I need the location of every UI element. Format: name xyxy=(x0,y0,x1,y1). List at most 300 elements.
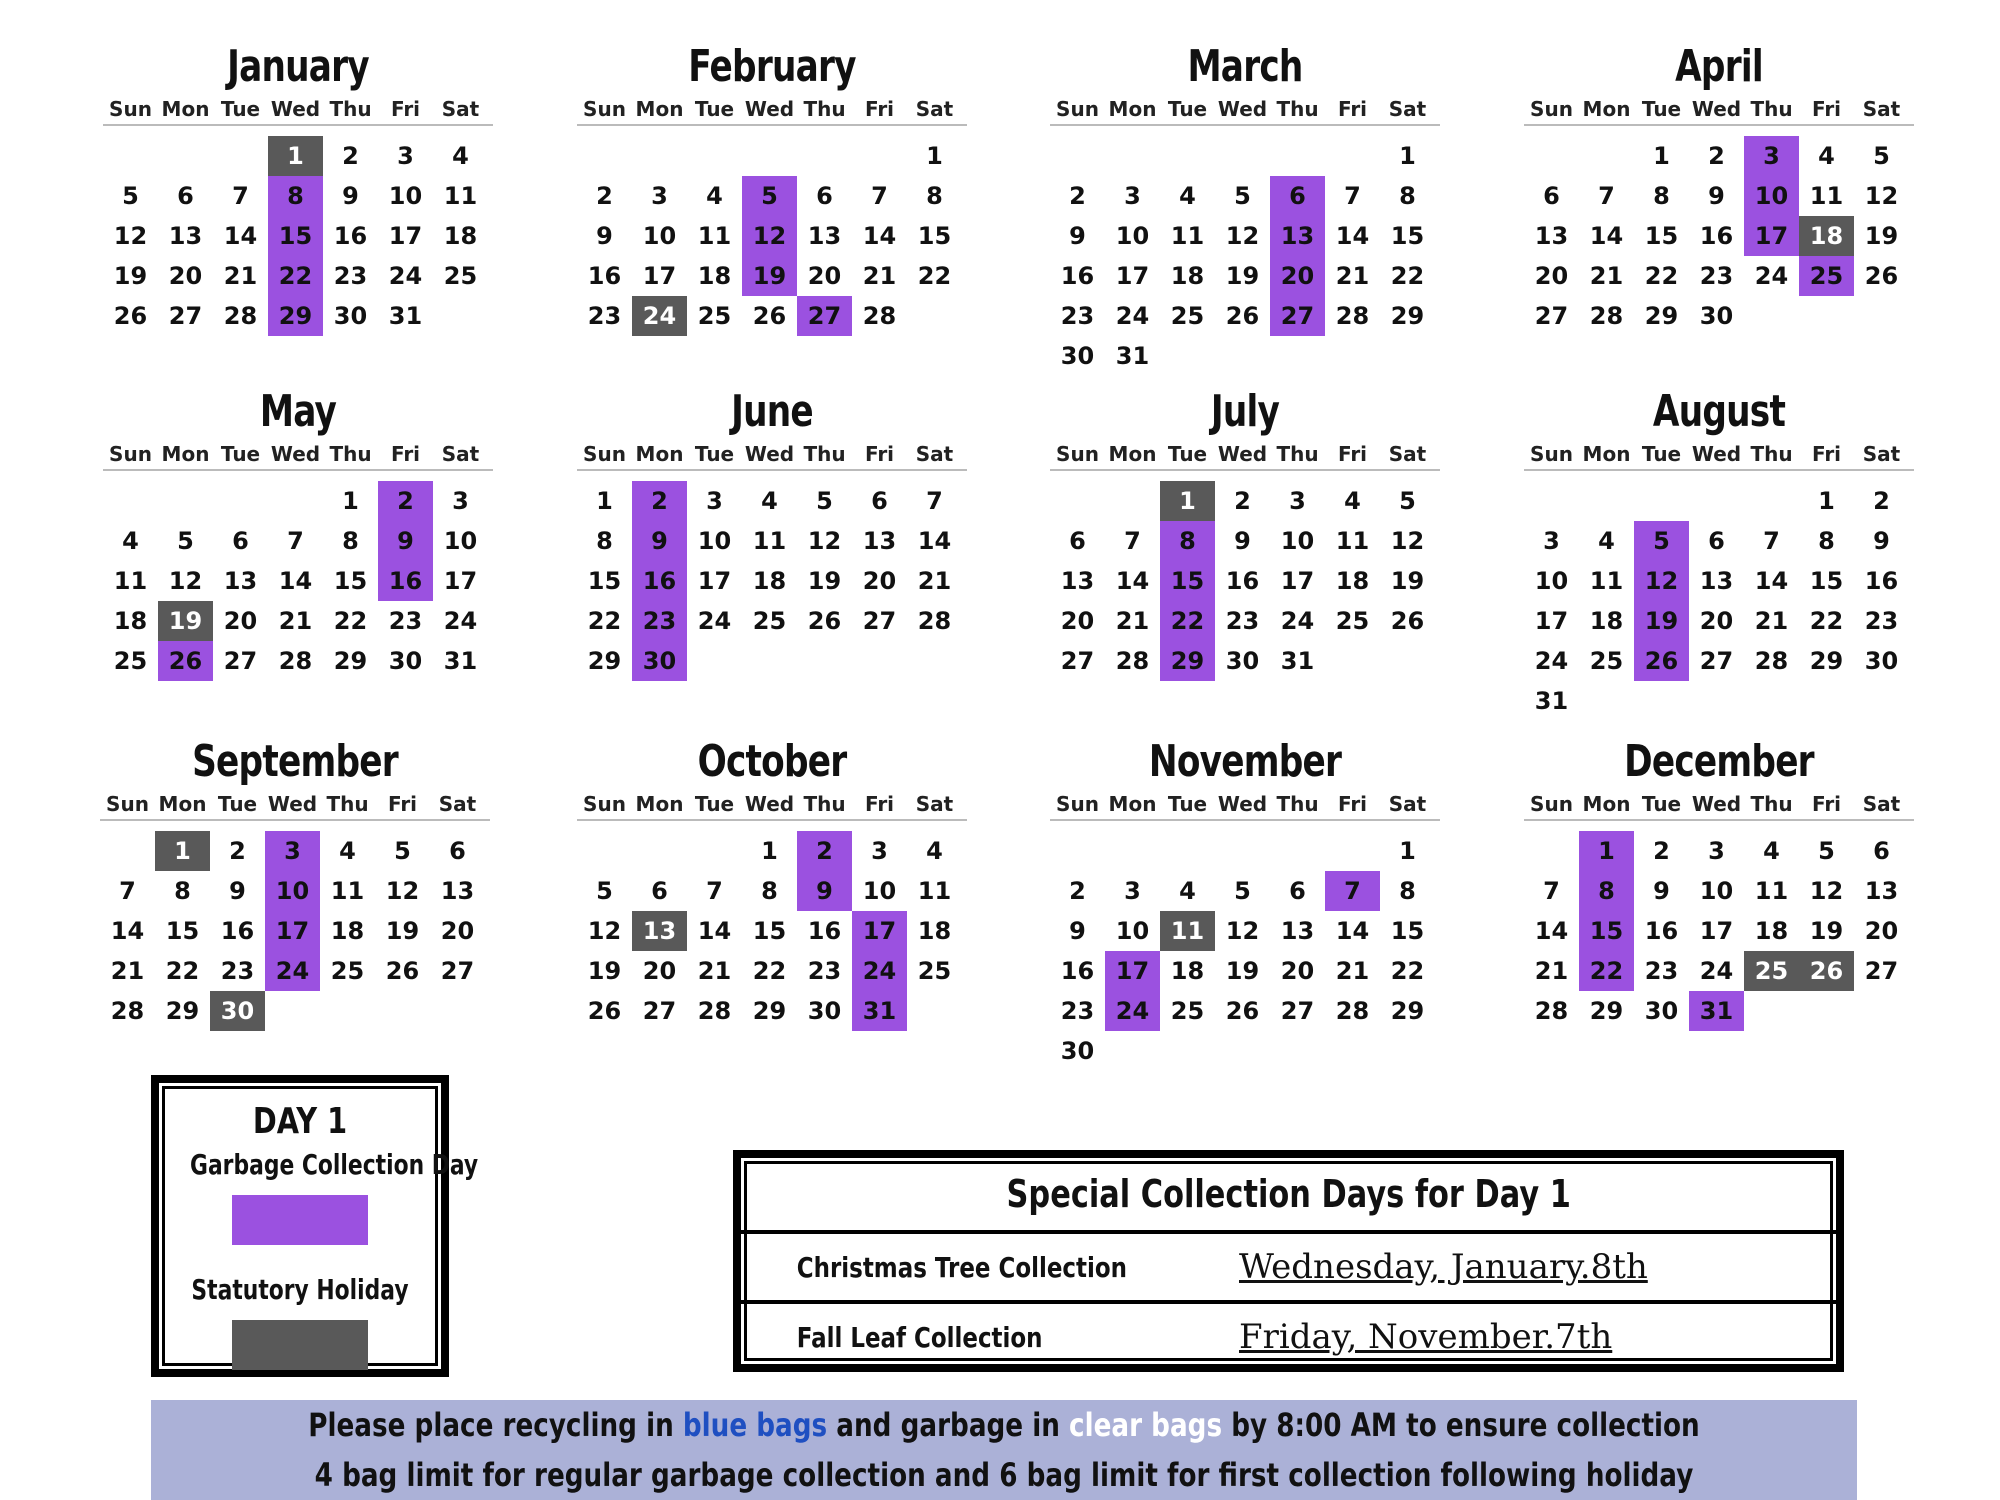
day-cell: 5 xyxy=(122,182,139,210)
day-cell: 6 xyxy=(1708,527,1725,555)
day-cell: 27 xyxy=(642,997,677,1025)
weekday-label: Sat xyxy=(1862,442,1901,466)
day-cell: 30 xyxy=(1644,997,1679,1025)
day-cell: 4 xyxy=(706,182,723,210)
day-cell: 19 xyxy=(1225,957,1260,985)
day-cell: 14 xyxy=(1534,917,1569,945)
holiday-day-cell: 11 xyxy=(1160,911,1215,951)
day-cell: 10 xyxy=(1699,877,1734,905)
holiday-day-cell: 1 xyxy=(268,136,323,176)
weekday-label: Wed xyxy=(270,97,321,121)
empty-day-cell xyxy=(1524,831,1579,871)
day-cell: 7 xyxy=(232,182,249,210)
weekday-label: Tue xyxy=(1167,442,1208,466)
month-title: February xyxy=(688,41,856,92)
day-cell: 18 xyxy=(917,917,952,945)
banner-line-1 xyxy=(305,1400,1704,1450)
weekday-label: Sat xyxy=(915,442,954,466)
day-cell: 19 xyxy=(1809,917,1844,945)
day-cell: 17 xyxy=(1699,917,1734,945)
collection-day-cell: 24 xyxy=(852,951,907,991)
day-cell: 1 xyxy=(1818,487,1835,515)
weekday-label: Fri xyxy=(387,792,418,816)
weekday-label: Thu xyxy=(1276,442,1319,466)
day-cell: 16 xyxy=(1060,262,1095,290)
weekday-label: Tue xyxy=(694,442,735,466)
day-cell: 28 xyxy=(278,647,313,675)
month-title: September xyxy=(192,736,398,787)
weekday-header xyxy=(577,789,967,821)
empty-day-cell xyxy=(1215,136,1270,176)
collection-day-cell: 29 xyxy=(1160,641,1215,681)
day-cell: 14 xyxy=(917,527,952,555)
collection-day-cell: 22 xyxy=(1160,601,1215,641)
day-cell: 12 xyxy=(1809,877,1844,905)
day-cell: 1 xyxy=(1399,837,1416,865)
day-cell: 14 xyxy=(110,917,145,945)
day-grid xyxy=(103,481,493,681)
day-cell: 8 xyxy=(1818,527,1835,555)
weekday-label: Fri xyxy=(390,97,421,121)
day-cell: 29 xyxy=(1390,997,1425,1025)
day-cell: 6 xyxy=(1873,837,1890,865)
special-collection-table xyxy=(733,1150,1844,1372)
weekday-label: Sun xyxy=(109,442,152,466)
day-cell: 16 xyxy=(1864,567,1899,595)
weekday-label: Fri xyxy=(1811,792,1842,816)
collection-day-cell: 2 xyxy=(797,831,852,871)
day-cell: 25 xyxy=(752,607,787,635)
day-cell: 31 xyxy=(1115,342,1150,370)
collection-day-cell: 15 xyxy=(268,216,323,256)
day-cell: 28 xyxy=(110,997,145,1025)
legend-holiday-swatch xyxy=(232,1320,368,1370)
weekday-label: Wed xyxy=(744,442,795,466)
empty-day-cell xyxy=(632,831,687,871)
special-row-date: Wednesday, January.8th xyxy=(1239,1247,1648,1287)
weekday-label: Tue xyxy=(220,97,261,121)
day-cell: 23 xyxy=(587,302,622,330)
empty-day-cell xyxy=(1744,481,1799,521)
weekday-label: Wed xyxy=(270,442,321,466)
day-cell: 12 xyxy=(587,917,622,945)
day-cell: 9 xyxy=(1234,527,1251,555)
day-cell: 27 xyxy=(1699,647,1734,675)
day-grid xyxy=(1050,481,1440,681)
day-cell: 30 xyxy=(333,302,368,330)
day-cell: 14 xyxy=(862,222,897,250)
day-cell: 7 xyxy=(287,527,304,555)
day-cell: 29 xyxy=(333,647,368,675)
day-cell: 21 xyxy=(1335,262,1370,290)
day-cell: 13 xyxy=(1060,567,1095,595)
weekday-label: Sun xyxy=(1056,97,1099,121)
day-cell: 17 xyxy=(1534,607,1569,635)
collection-day-cell: 27 xyxy=(797,296,852,336)
weekday-label: Mon xyxy=(1108,97,1157,121)
day-cell: 4 xyxy=(339,837,356,865)
day-cell: 17 xyxy=(388,222,423,250)
day-cell: 21 xyxy=(278,607,313,635)
empty-day-cell xyxy=(1160,831,1215,871)
weekday-label: Tue xyxy=(694,97,735,121)
empty-day-cell xyxy=(1325,136,1380,176)
day-cell: 28 xyxy=(1534,997,1569,1025)
month-september xyxy=(100,735,490,1031)
day-cell: 15 xyxy=(1644,222,1679,250)
weekday-header xyxy=(577,439,967,471)
day-cell: 24 xyxy=(1280,607,1315,635)
weekday-label: Mon xyxy=(161,97,210,121)
empty-day-cell xyxy=(213,136,268,176)
empty-day-cell xyxy=(1050,481,1105,521)
day-cell: 16 xyxy=(807,917,842,945)
day-cell: 17 xyxy=(1280,567,1315,595)
collection-day-cell: 5 xyxy=(1634,521,1689,561)
empty-day-cell xyxy=(797,136,852,176)
day-cell: 30 xyxy=(1864,647,1899,675)
collection-day-cell: 15 xyxy=(1160,561,1215,601)
month-may xyxy=(103,385,493,681)
day-cell: 4 xyxy=(926,837,943,865)
holiday-day-cell: 19 xyxy=(158,601,213,641)
day-cell: 7 xyxy=(1124,527,1141,555)
weekday-header xyxy=(1050,439,1440,471)
month-june xyxy=(577,385,967,681)
special-row-label: Fall Leaf Collection xyxy=(796,1320,1043,1354)
day-cell: 29 xyxy=(1589,997,1624,1025)
day-cell: 26 xyxy=(385,957,420,985)
special-row-label: Christmas Tree Collection xyxy=(796,1250,1127,1284)
day-cell: 13 xyxy=(1280,917,1315,945)
day-cell: 19 xyxy=(1390,567,1425,595)
weekday-label: Fri xyxy=(1337,442,1368,466)
collection-day-cell: 17 xyxy=(1744,216,1799,256)
day-cell: 6 xyxy=(651,877,668,905)
day-cell: 31 xyxy=(1534,687,1569,715)
day-cell: 3 xyxy=(651,182,668,210)
empty-day-cell xyxy=(103,481,158,521)
day-cell: 2 xyxy=(1069,182,1086,210)
day-cell: 14 xyxy=(1115,567,1150,595)
day-cell: 5 xyxy=(1818,837,1835,865)
day-cell: 30 xyxy=(388,647,423,675)
day-cell: 22 xyxy=(917,262,952,290)
day-cell: 22 xyxy=(1390,957,1425,985)
day-cell: 28 xyxy=(1335,302,1370,330)
day-cell: 15 xyxy=(587,567,622,595)
legend-collection-swatch xyxy=(232,1195,368,1245)
special-row xyxy=(741,1304,1836,1370)
day-cell: 24 xyxy=(388,262,423,290)
weekday-label: Sat xyxy=(1388,442,1427,466)
day-cell: 28 xyxy=(1115,647,1150,675)
day-cell: 27 xyxy=(223,647,258,675)
weekday-header xyxy=(1524,94,1914,126)
day-cell: 9 xyxy=(1069,917,1086,945)
empty-day-cell xyxy=(687,136,742,176)
day-cell: 23 xyxy=(1699,262,1734,290)
weekday-label: Fri xyxy=(864,97,895,121)
day-cell: 7 xyxy=(1598,182,1615,210)
empty-day-cell xyxy=(1579,136,1634,176)
day-cell: 1 xyxy=(926,142,943,170)
day-cell: 4 xyxy=(1179,182,1196,210)
day-cell: 11 xyxy=(113,567,148,595)
day-cell: 10 xyxy=(388,182,423,210)
day-cell: 31 xyxy=(388,302,423,330)
day-cell: 21 xyxy=(223,262,258,290)
day-cell: 7 xyxy=(1763,527,1780,555)
day-cell: 2 xyxy=(1873,487,1890,515)
banner-line-2: 4 bag limit for regular garbage collection and 6 bag limit for first collection following holiday xyxy=(314,1456,1694,1494)
day-grid xyxy=(1524,481,1914,721)
weekday-label: Tue xyxy=(220,442,261,466)
day-cell: 9 xyxy=(1708,182,1725,210)
weekday-label: Mon xyxy=(635,792,684,816)
weekday-label: Sun xyxy=(1056,442,1099,466)
day-cell: 24 xyxy=(1115,302,1150,330)
day-cell: 2 xyxy=(1234,487,1251,515)
collection-day-cell: 29 xyxy=(268,296,323,336)
weekday-label: Tue xyxy=(1167,792,1208,816)
day-cell: 5 xyxy=(1873,142,1890,170)
holiday-day-cell: 24 xyxy=(632,296,687,336)
day-cell: 11 xyxy=(443,182,478,210)
empty-day-cell xyxy=(100,831,155,871)
empty-day-cell xyxy=(1325,831,1380,871)
day-cell: 13 xyxy=(440,877,475,905)
weekday-label: Sat xyxy=(915,792,954,816)
collection-day-cell: 6 xyxy=(1270,176,1325,216)
weekday-header xyxy=(1524,439,1914,471)
weekday-label: Mon xyxy=(1108,792,1157,816)
day-cell: 10 xyxy=(443,527,478,555)
day-grid xyxy=(1524,136,1914,336)
day-cell: 6 xyxy=(232,527,249,555)
day-cell: 27 xyxy=(1864,957,1899,985)
empty-day-cell xyxy=(1270,136,1325,176)
empty-day-cell xyxy=(1160,136,1215,176)
day-cell: 7 xyxy=(871,182,888,210)
day-cell: 21 xyxy=(862,262,897,290)
day-cell: 29 xyxy=(165,997,200,1025)
day-cell: 25 xyxy=(1335,607,1370,635)
empty-day-cell xyxy=(103,136,158,176)
weekday-label: Wed xyxy=(1217,97,1268,121)
collection-day-cell: 10 xyxy=(1744,176,1799,216)
collection-day-cell: 9 xyxy=(378,521,433,561)
weekday-label: Wed xyxy=(744,792,795,816)
day-cell: 14 xyxy=(223,222,258,250)
day-cell: 31 xyxy=(1280,647,1315,675)
collection-day-cell: 15 xyxy=(1579,911,1634,951)
special-row-date: Friday, November.7th xyxy=(1239,1317,1613,1357)
day-cell: 23 xyxy=(1060,302,1095,330)
day-cell: 18 xyxy=(1170,957,1205,985)
day-cell: 1 xyxy=(761,837,778,865)
month-january xyxy=(103,40,493,336)
weekday-label: Sat xyxy=(1388,97,1427,121)
day-cell: 10 xyxy=(642,222,677,250)
day-cell: 21 xyxy=(697,957,732,985)
day-cell: 8 xyxy=(1653,182,1670,210)
day-cell: 15 xyxy=(165,917,200,945)
collection-day-cell: 9 xyxy=(632,521,687,561)
weekday-header xyxy=(1050,94,1440,126)
day-cell: 3 xyxy=(871,837,888,865)
weekday-label: Mon xyxy=(635,97,684,121)
day-cell: 6 xyxy=(177,182,194,210)
empty-day-cell xyxy=(1634,481,1689,521)
empty-day-cell xyxy=(1105,481,1160,521)
special-row xyxy=(741,1234,1836,1304)
collection-day-cell: 12 xyxy=(1634,561,1689,601)
month-title: January xyxy=(227,41,369,92)
month-november xyxy=(1050,735,1440,1071)
day-cell: 11 xyxy=(752,527,787,555)
day-cell: 21 xyxy=(1589,262,1624,290)
weekday-label: Tue xyxy=(1641,97,1682,121)
day-cell: 13 xyxy=(1864,877,1899,905)
weekday-label: Wed xyxy=(267,792,318,816)
day-cell: 12 xyxy=(113,222,148,250)
day-cell: 23 xyxy=(1225,607,1260,635)
day-cell: 11 xyxy=(697,222,732,250)
weekday-label: Mon xyxy=(1108,442,1157,466)
day-cell: 11 xyxy=(1335,527,1370,555)
month-february xyxy=(577,40,967,336)
day-cell: 21 xyxy=(1754,607,1789,635)
collection-day-cell: 2 xyxy=(378,481,433,521)
day-cell: 9 xyxy=(229,877,246,905)
empty-day-cell xyxy=(577,136,632,176)
day-cell: 5 xyxy=(394,837,411,865)
weekday-label: Sat xyxy=(441,442,480,466)
day-cell: 7 xyxy=(119,877,136,905)
weekday-label: Mon xyxy=(1582,97,1631,121)
weekday-label: Fri xyxy=(864,442,895,466)
collection-day-cell: 13 xyxy=(1270,216,1325,256)
weekday-label: Sun xyxy=(109,97,152,121)
month-august xyxy=(1524,385,1914,721)
empty-day-cell xyxy=(268,481,323,521)
day-cell: 4 xyxy=(1179,877,1196,905)
day-cell: 8 xyxy=(926,182,943,210)
weekday-label: Mon xyxy=(161,442,210,466)
day-cell: 20 xyxy=(1864,917,1899,945)
day-cell: 7 xyxy=(1543,877,1560,905)
day-cell: 24 xyxy=(1699,957,1734,985)
day-cell: 3 xyxy=(1543,527,1560,555)
day-cell: 9 xyxy=(342,182,359,210)
empty-day-cell xyxy=(1105,831,1160,871)
day-cell: 22 xyxy=(752,957,787,985)
day-cell: 14 xyxy=(1754,567,1789,595)
day-cell: 3 xyxy=(1124,182,1141,210)
day-cell: 18 xyxy=(1335,567,1370,595)
day-cell: 26 xyxy=(1225,302,1260,330)
day-cell: 4 xyxy=(122,527,139,555)
collection-day-cell: 27 xyxy=(1270,296,1325,336)
day-cell: 5 xyxy=(1234,182,1251,210)
day-cell: 25 xyxy=(1170,302,1205,330)
month-march xyxy=(1050,40,1440,376)
day-cell: 11 xyxy=(330,877,365,905)
collection-day-cell: 24 xyxy=(1105,991,1160,1031)
month-july xyxy=(1050,385,1440,681)
day-cell: 9 xyxy=(596,222,613,250)
weekday-label: Fri xyxy=(390,442,421,466)
day-cell: 15 xyxy=(752,917,787,945)
empty-day-cell xyxy=(1105,136,1160,176)
day-cell: 11 xyxy=(917,877,952,905)
day-cell: 5 xyxy=(1399,487,1416,515)
day-cell: 22 xyxy=(1390,262,1425,290)
day-cell: 6 xyxy=(816,182,833,210)
day-cell: 27 xyxy=(1060,647,1095,675)
day-cell: 6 xyxy=(871,487,888,515)
weekday-label: Tue xyxy=(217,792,258,816)
weekday-label: Fri xyxy=(1337,792,1368,816)
day-cell: 24 xyxy=(443,607,478,635)
day-cell: 17 xyxy=(443,567,478,595)
day-cell: 23 xyxy=(388,607,423,635)
clear-bags-text: clear bags xyxy=(1069,1406,1223,1444)
collection-day-cell: 17 xyxy=(1105,951,1160,991)
day-cell: 19 xyxy=(1864,222,1899,250)
collection-day-cell: 22 xyxy=(1579,951,1634,991)
day-cell: 4 xyxy=(761,487,778,515)
day-cell: 27 xyxy=(1534,302,1569,330)
day-cell: 21 xyxy=(917,567,952,595)
day-cell: 11 xyxy=(1809,182,1844,210)
empty-day-cell xyxy=(213,481,268,521)
day-cell: 10 xyxy=(1115,222,1150,250)
weekday-label: Thu xyxy=(1750,792,1793,816)
day-cell: 15 xyxy=(917,222,952,250)
day-cell: 27 xyxy=(168,302,203,330)
day-cell: 27 xyxy=(440,957,475,985)
day-cell: 23 xyxy=(807,957,842,985)
day-cell: 16 xyxy=(220,917,255,945)
collection-day-cell: 30 xyxy=(632,641,687,681)
month-title: March xyxy=(1187,41,1303,92)
collection-day-cell: 31 xyxy=(1689,991,1744,1031)
weekday-label: Mon xyxy=(635,442,684,466)
collection-day-cell: 1 xyxy=(1579,831,1634,871)
legend-title: DAY 1 xyxy=(252,1101,348,1142)
day-cell: 28 xyxy=(1754,647,1789,675)
month-title: May xyxy=(259,386,337,437)
day-cell: 21 xyxy=(1534,957,1569,985)
weekday-header xyxy=(103,439,493,471)
day-cell: 19 xyxy=(1225,262,1260,290)
collection-day-cell: 3 xyxy=(1744,136,1799,176)
day-cell: 27 xyxy=(1280,997,1315,1025)
day-cell: 16 xyxy=(587,262,622,290)
day-cell: 3 xyxy=(1289,487,1306,515)
collection-day-cell: 8 xyxy=(268,176,323,216)
day-cell: 30 xyxy=(1060,1037,1095,1065)
day-grid xyxy=(1524,831,1914,1031)
day-cell: 2 xyxy=(1069,877,1086,905)
weekday-label: Wed xyxy=(1217,792,1268,816)
weekday-label: Thu xyxy=(326,792,369,816)
day-grid xyxy=(577,136,967,336)
day-cell: 4 xyxy=(1598,527,1615,555)
banner-text: and garbage in xyxy=(827,1406,1070,1444)
